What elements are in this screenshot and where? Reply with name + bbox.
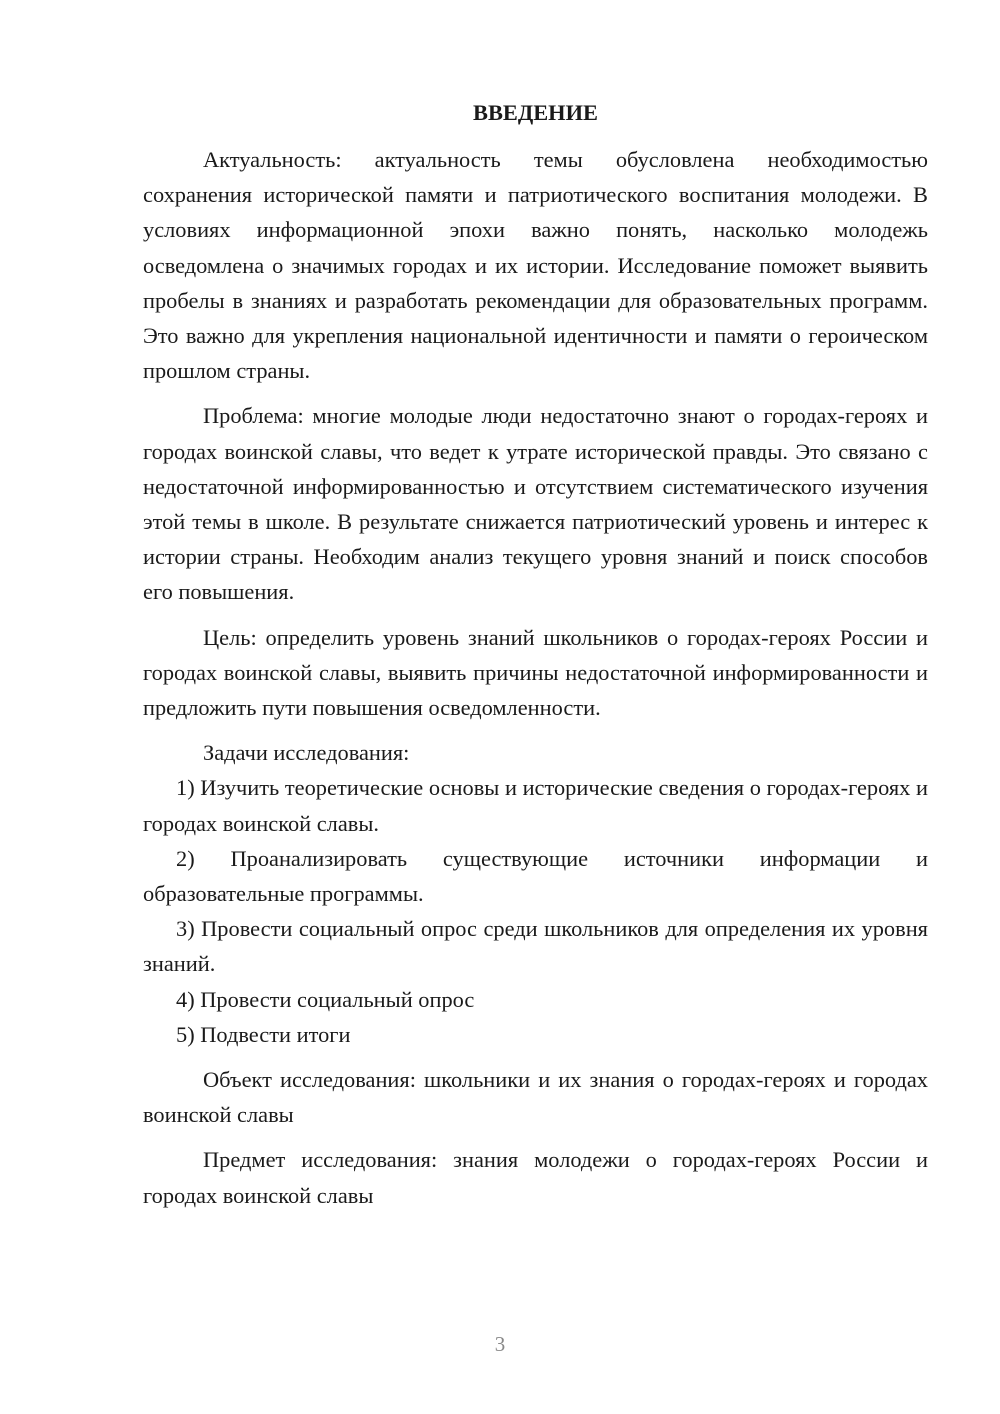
task-item: 1) Изучить теоретические основы и исторические сведения о городах-героях и городах воинской славы.	[143, 775, 928, 836]
task-item: 5) Подвести итоги	[176, 1021, 351, 1047]
paragraph-relevance: Актуальность: актуальность темы обусловлена необходимостью сохранения исторической памяти и патриотического воспитания молодежи. В условиях информационной эпохи важно понять, насколько молодежь осведомлена о значимых городах и их истории. Исследование поможет выявить пробелы в знаниях и разработать рекомендации для образовательных программ. Это важно для укрепления национальной идентичности и памяти о героическом прошлом страны.	[143, 147, 928, 384]
section-title: ВВЕДЕНИЕ	[473, 100, 598, 125]
tasks-heading: Задачи исследования:	[203, 740, 410, 766]
paragraph-subject: Предмет исследования: знания молодежи о городах-героях России и городах воинской славы	[143, 1147, 928, 1208]
paragraph-goal: Цель: определить уровень знаний школьников о городах-героях России и городах воинской славы, выявить причины недостаточной информированности и предложить пути повышения осведомленности.	[143, 624, 928, 721]
task-item: 3) Провести социальный опрос среди школьников для определения их уровня знаний.	[143, 916, 928, 977]
task-item: 4) Провести социальный опрос	[176, 986, 475, 1012]
document-page	[143, 95, 928, 1213]
tasks-list	[143, 770, 928, 1052]
task-item: 2) Проанализировать существующие источники информации и образовательные программы.	[143, 845, 928, 907]
paragraph-object: Объект исследования: школьники и их знания о городах-героях и городах воинской славы	[143, 1067, 928, 1128]
page-number: 3	[494, 1332, 506, 1356]
paragraph-problem: Проблема: многие молодые люди недостаточно знают о городах-героях и городах воинской славы, что ведет к утрате исторической правды. Это связано с недостаточной информированностью и отсутствием систематического изучения этой темы в школе. В результате снижается патриотический уровень и интерес к истории страны. Необходим анализ текущего уровня знаний и поиск способов его повышения.	[143, 403, 928, 605]
